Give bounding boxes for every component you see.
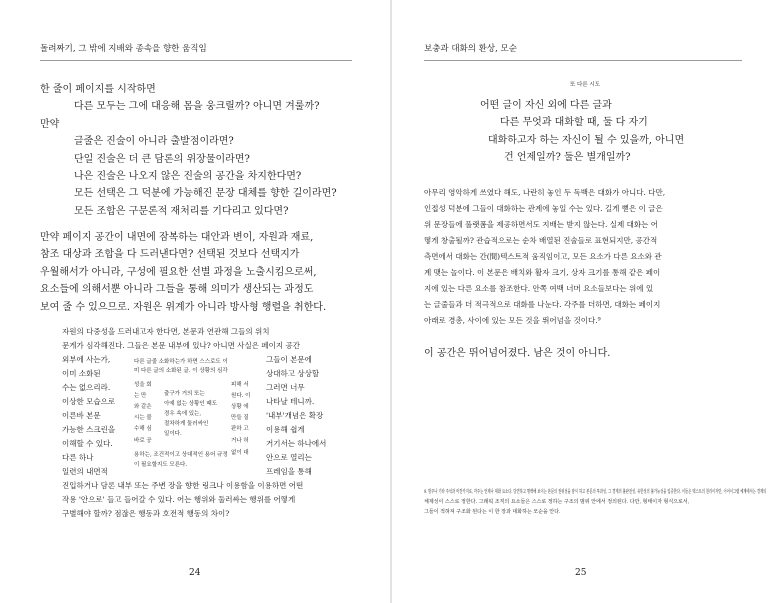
text-line: 모든 선택은 그 덕분에 가능해진 문장 대체를 향한 길이라면? [74, 188, 337, 199]
collage-line: 거기서는 하나에서 [266, 439, 327, 448]
collage-line: 문게가 심각해진다. 그들은 본문 내부에 있나? 아니면 사실은 페이지 공간 [62, 341, 300, 350]
collage-line: 바로 공 [134, 438, 152, 444]
collage-line: 작용 '안으로' 들고 들어갈 수 있다. 어는 행위와 둘러싸는 행위를 어떻게 [62, 495, 296, 504]
collage-line: 출구가 거의 또는 [164, 391, 205, 397]
text-line: 글줄은 진술이 아니라 출발점이라면? [74, 136, 234, 147]
collage-line: 다른 하나 [62, 453, 94, 462]
collage-line: 상황 에 [231, 404, 249, 410]
paragraph-line: 아무리 영악하게 쓰였다 해도, 나란히 놓인 두 독백은 대화가 아니다. 다만, [424, 188, 666, 197]
text-line: 참조 대상과 조합을 다 드러낸다면? 선택된 것보다 선택지가 [40, 249, 300, 260]
collage-line: 판하 고 [231, 426, 249, 432]
header-rule-right [424, 60, 742, 61]
collage-line: 피해 서 [231, 382, 249, 388]
paragraph-line: 아래로 경총, 사이에 있는 모든 것을 뛰어넘을 것이다.⁹ [424, 316, 601, 325]
left-page [0, 0, 390, 603]
running-header-left: 돌려짜기, 그 밖에 지배와 종속을 향한 움직임 [40, 44, 207, 54]
collage-line: 는 만 [134, 393, 147, 399]
poem-line: 대화하고자 하는 자신이 될 수 있을까, 아니면 [488, 135, 685, 146]
page-number-left: 24 [189, 568, 201, 578]
collage-line: 안으로 열리는 [266, 453, 312, 462]
collage-line: 일이다. [164, 431, 182, 437]
text-line: 모든 조합은 구문론적 재처리를 기다리고 있다면? [74, 206, 289, 217]
text-line: 나은 진술은 나오지 않은 진술의 공간을 차지한다면? [74, 171, 302, 182]
collage-line: 가능한 스크린을 [62, 425, 116, 434]
footnote-line: 9. 방주나 기타 주석과 마찬가지로, 각주는 언제나 대화 요소다. 당연하고 명백해 보이는 본문의 권위성을 잠식 하고 본문의 투과성, 그 경계의 불완전성, 유한성의 불가능성을 입증한다. 이들은 텍스트의 원리이자만, 이어이그램 체계에서는 경계의 [424, 489, 767, 495]
running-header-right: 보충과 대화의 환상, 모순 [424, 44, 517, 54]
collage-line: 만들 질 [231, 415, 249, 421]
collage-line: 이해할 수 있다. [62, 439, 113, 448]
collage-line: 상대하고 상상할 [266, 369, 320, 378]
footnote-line: 체제성이 스스로 정한다. 그래픽 조직의 요소들은 스스로 정하는 구조의 범위 안에서 정의된다. 다만, 형태이자 형식으로서, [424, 499, 690, 505]
collage-line: 와 같은 [134, 404, 152, 410]
paragraph-line: 측면에서 대화는 간(間)텍스트적 움직임이고, 모든 요소가 다른 요소와 관 [424, 252, 662, 261]
poem-line: 건 언제일까? 둘은 별개일까? [504, 152, 631, 163]
text-line: 우월해서가 아니라, 구성에 필요한 선별 과정을 노출시킴으로써, [40, 267, 317, 278]
text-line: 만약 [40, 119, 60, 130]
collage-line: 이른바 본문 [62, 411, 101, 420]
collage-line: 수는 없으리라. [62, 383, 111, 392]
collage-line: 이상한 모습으로 [62, 397, 116, 406]
collage-line: 그들이 본문에 [266, 355, 312, 364]
text-line: 요소들에 의해서뿐 아니라 그들을 통해 의미가 생산되는 과정도 [40, 284, 314, 295]
collage-line: 진입하거나 담론 내부 또는 주변 장을 향한 링크나 이용함을 이용하면 어떤 [62, 481, 304, 490]
collage-line: 구별해야 할까? 점잖은 행동과 호전적 행동의 차이? [62, 509, 230, 518]
collage-line: 시는 불 [134, 415, 152, 421]
paragraph-line: 계 맺는 놀이다. 이 본문은 배치와 활자 크기, 상자 크기를 통해 같은 페이 [424, 268, 661, 277]
poem-line: 다른 무엇과 대화할 때, 둘 다 자기 [500, 117, 648, 128]
header-rule-left [40, 60, 352, 61]
collage-line: 절차하게 둘러싸인 [164, 421, 209, 427]
collage-line: 거나 허 [231, 438, 249, 444]
collage-line: 그러면 너무 [266, 383, 305, 392]
closing-line: 이 공간은 뛰어넘어졌다. 남은 것이 아니다. [424, 348, 611, 359]
paragraph-line: 인접성 덕분에 그들이 대화하는 관계에 놓일 수는 있다. 길게 뻗은 이 글은 [424, 204, 663, 213]
text-line: 보여 줄 수 있으므로. 자원은 위계가 아니라 방사형 행렬을 취한다. [40, 302, 327, 313]
collage-line: '내부'개념은 확장 [266, 411, 324, 420]
paragraph-line: 는 글줄들과 더 적극적으로 대화를 나눈다. 각주를 더하면, 대화는 페이지 [424, 300, 661, 309]
collage-line: 수해 심 [134, 426, 152, 432]
paragraph-line: 떻게 창출될까? 관습적으로는 순차 배열된 진술들로 표현되지만, 공간적 [424, 236, 658, 245]
collage-line: 자원의 다중성을 드러내고자 한다면, 본문과 연관해 그들의 위치 [62, 327, 270, 336]
collage-line: 용하는, 조건적이고 상대적인 용어 규정 [134, 452, 228, 458]
text-line: 다른 모두는 그에 대응해 몸을 웅크릴까? 아니면 겨룰까? [74, 101, 320, 112]
collage-line: 이미 소화된 [62, 369, 101, 378]
collage-line: 아예 없는 상황인 때도 [164, 401, 218, 407]
collage-line: 없이 대 [231, 450, 249, 456]
collage-line: 프레임을 통해 [266, 467, 312, 476]
collage-line: 다른 글줄 소화하는가 하면 스스로도 이 [134, 359, 228, 365]
collage-line: 이용해 쉽게 [266, 425, 305, 434]
paragraph-line: 지에 있는 다른 요소를 참조한다. 안쪽 여백 너머 요소들보다는 위에 있 [424, 284, 654, 293]
text-line: 단일 진술은 더 큰 담론의 위장물이라면? [74, 154, 250, 165]
text-line: 한 줄이 페이지를 시작하면 [40, 84, 156, 95]
collage-line: 경우 속에 있는, [164, 411, 202, 417]
collage-line: 나타날 테니까. [266, 397, 315, 406]
collage-line: 외부에 사는가, [62, 355, 111, 364]
text-line: 만약 페이지 공간이 내면에 잠복하는 대안과 변이, 자원과 재료, [40, 232, 314, 243]
collage-line: 미 다른 글의 소화된 글. 이 상황의 심각 [134, 368, 228, 374]
collage-line: 성을 회 [134, 382, 152, 388]
page-number-right: 25 [575, 568, 587, 578]
collage-line: 원다. 이 [231, 393, 251, 399]
footnote-line: 그들이 적혀져 구조화 된다는 이 한 장과 대화하는 모순을 안다. [424, 509, 561, 515]
right-page [392, 0, 782, 603]
collage-line: 일련의 내면적 [62, 467, 108, 476]
collage-line: 이 필요할지도 모른다. [134, 462, 188, 468]
poem-line: 어떤 글이 자신 외에 다른 글과 [480, 100, 612, 111]
paragraph-line: 위 문장들에 풀랫폼을 제공하면서도 지배는 받지 않는다. 실제 대화는 어 [424, 220, 658, 229]
small-label: 또 다른 시도 [570, 82, 601, 88]
